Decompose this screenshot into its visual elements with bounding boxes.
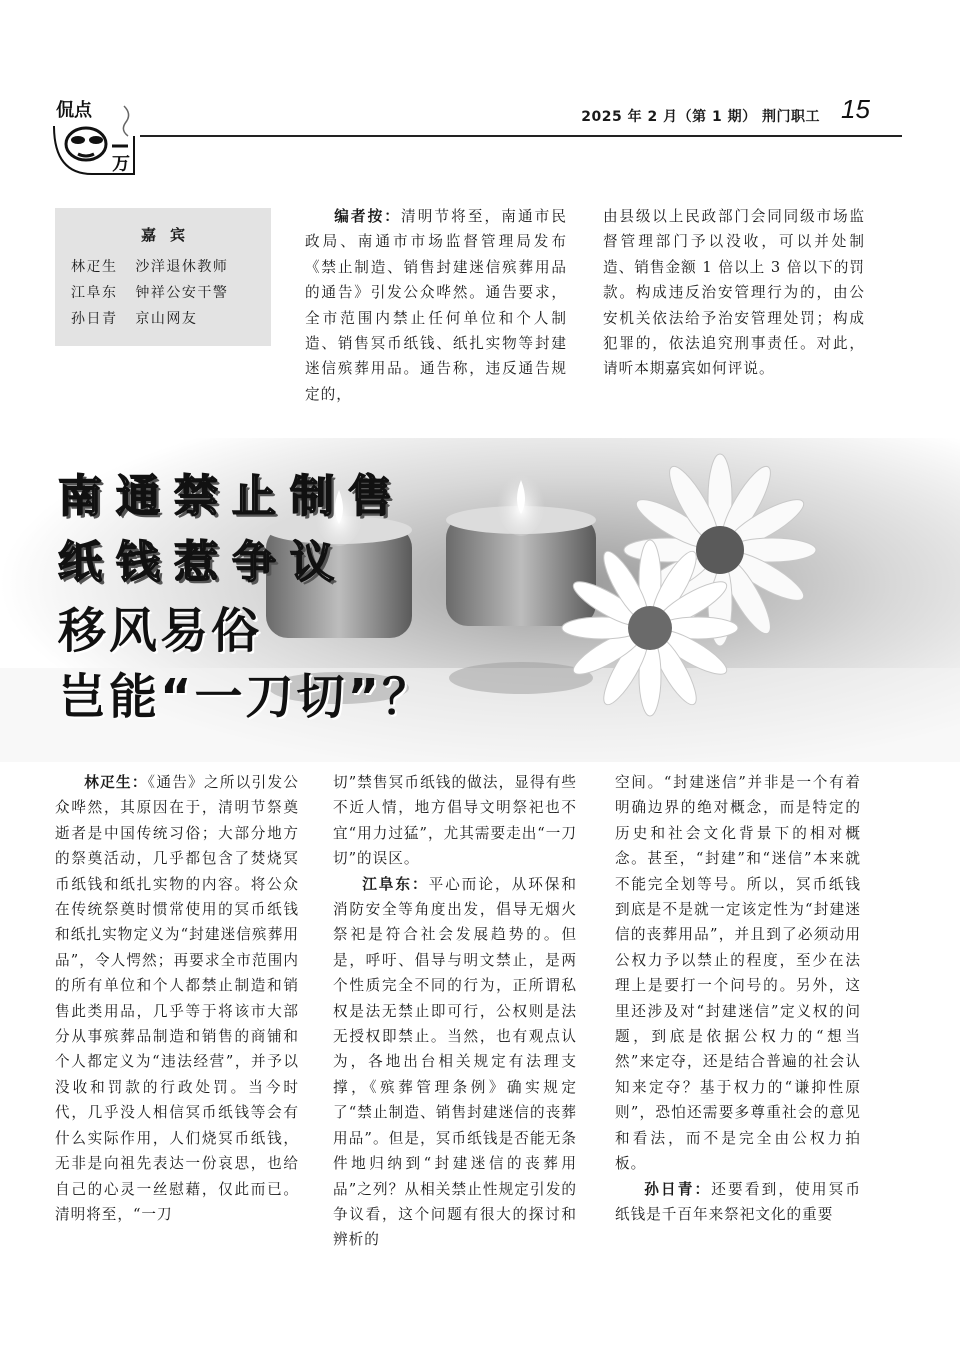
guest-role: 沙洋退休教师 xyxy=(135,259,229,275)
headline-line-1: 南通禁止制售 xyxy=(58,471,406,522)
body-text: 空间。“封建迷信”并非是一个有着明确边界的绝对概念，而是特定的历史和社会文化背景下的相对概念。甚至，“封建”和“迷信”本来就不能完全划等号。所以，冥币纸钱到底是不是就一定该定性为“封建迷信的丧葬用品”，并且到了必须动用公权力予以禁止的程度，至少在法理上是要打一个问号的。另外，这里还涉及对“封建迷信”定义权的问题，到底是依据公权力的“想当然”来定夺，还是结合普遍的社会认知来定夺？基于权力的“谦抑性原则”，恐怕还需要多尊重社会的意见和看法，而不是完全由公权力拍板。 xyxy=(615,774,861,1173)
speaker-name: 江阜东： xyxy=(362,875,429,893)
guest-name: 江阜东 xyxy=(71,285,118,301)
column-logo xyxy=(52,96,140,176)
body-col2 xyxy=(333,770,577,1253)
header-rule xyxy=(140,135,902,137)
editor-note-label: 编者按： xyxy=(334,208,402,225)
body-text: 还要看到，使用冥币纸钱是千百年来祭祀文化的重要 xyxy=(615,1180,861,1223)
guest-box xyxy=(55,208,271,346)
editor-note-col1 xyxy=(305,204,567,407)
guest-row xyxy=(71,308,197,328)
guest-title: 嘉宾 xyxy=(140,226,199,244)
guest-name: 林疋生 xyxy=(71,259,118,275)
guest-role: 京山网友 xyxy=(135,311,198,327)
speaker-name: 孙日青： xyxy=(644,1180,712,1198)
body-text: 切”禁售冥币纸钱的做法，显得有些不近人情，地方倡导文明祭祀也不宜“用力过猛”，尤其需要走出“一刀切”的误区。 xyxy=(333,774,577,868)
body-col1 xyxy=(55,770,299,1227)
column-name: 侃点 xyxy=(56,100,92,121)
body-text: 平心而论，从环保和消防安全等角度出发，倡导无烟火祭祀是符合社会发展趋势的。但是，呼吁、倡导与明文禁止，是两个性质完全不同的行为，正所谓私权是法无禁止即可行，公权则是法无授权即禁止。当然，也有观点认为，各地出台相关规定有法理支撑，《殡葬管理条例》确实规定了“禁止制造、销售封建迷信的丧葬用品”。但是，冥币纸钱是否能无条件地归纳到“封建迷信的丧葬用品”之列？从相关禁止性规定引发的争议看，这个问题有很大的探讨和辨析的 xyxy=(333,875,577,1249)
issue-info: 2025 年 2 月（第 1 期） 荆门职工 xyxy=(581,109,820,125)
editor-note-text: 由县级以上民政部门会同同级市场监督管理部门予以没收，可以并处制造、销售金额 1 倍以上 3 倍以下的罚款。构成违反治安管理行为的，由公安机关依法给予治安管理处罚；构成犯罪的，依法追究刑事责任。对此，请听本期嘉宾如何评说。 xyxy=(603,208,865,378)
headline-line-4: 岂能“一刀切”？ xyxy=(58,669,434,725)
body-text: 《通告》之所以引发公众哗然，其原因在于，清明节祭奠逝者是中国传统习俗；大部分地方的祭奠活动，几乎都包含了焚烧冥币纸钱和纸扎实物的内容。将公众在传统祭奠时惯常使用的冥币纸钱和纸扎实物定义为“封建迷信殡葬用品”，令人愕然；再要求全市范围内的所有单位和个人都禁止制造和销售此类用品，几乎等于将该市大部分从事殡葬品制造和销售的商铺和个人都定义为“违法经营”，并予以没收和罚款的行政处罚。当今时代，几乎没人相信冥币纸钱等会有什么实际作用，人们烧冥币纸钱，无非是向祖先表达一份哀思，也给自己的心灵一丝慰藉，仅此而已。清明将至，“一刀 xyxy=(55,774,299,1223)
page-number: 15 xyxy=(841,94,870,124)
headline-line-3: 移风易俗 xyxy=(58,603,263,659)
guest-role: 钟祥公安干警 xyxy=(135,285,229,301)
hero-image xyxy=(0,438,960,762)
svg-text:万: 万 xyxy=(112,154,130,175)
editor-note-text: 清明节将至，南通市民政局、南通市市场监督管理局发布《禁止制造、销售封建迷信殡葬用品的通告》引发公众哗然。通告要求，全市范围内禁止任何单位和个人制造、销售冥币纸钱、纸扎实物等封建迷信殡葬用品。通告称，违反通告规定的， xyxy=(305,208,567,403)
guest-row xyxy=(71,282,228,302)
editor-note-col2 xyxy=(603,204,865,382)
headline-line-2: 纸钱惹争议 xyxy=(58,537,348,588)
body-col3 xyxy=(615,770,861,1227)
speaker-name: 林疋生： xyxy=(84,774,148,791)
guest-name: 孙日青 xyxy=(71,311,118,327)
guest-row xyxy=(71,256,228,276)
